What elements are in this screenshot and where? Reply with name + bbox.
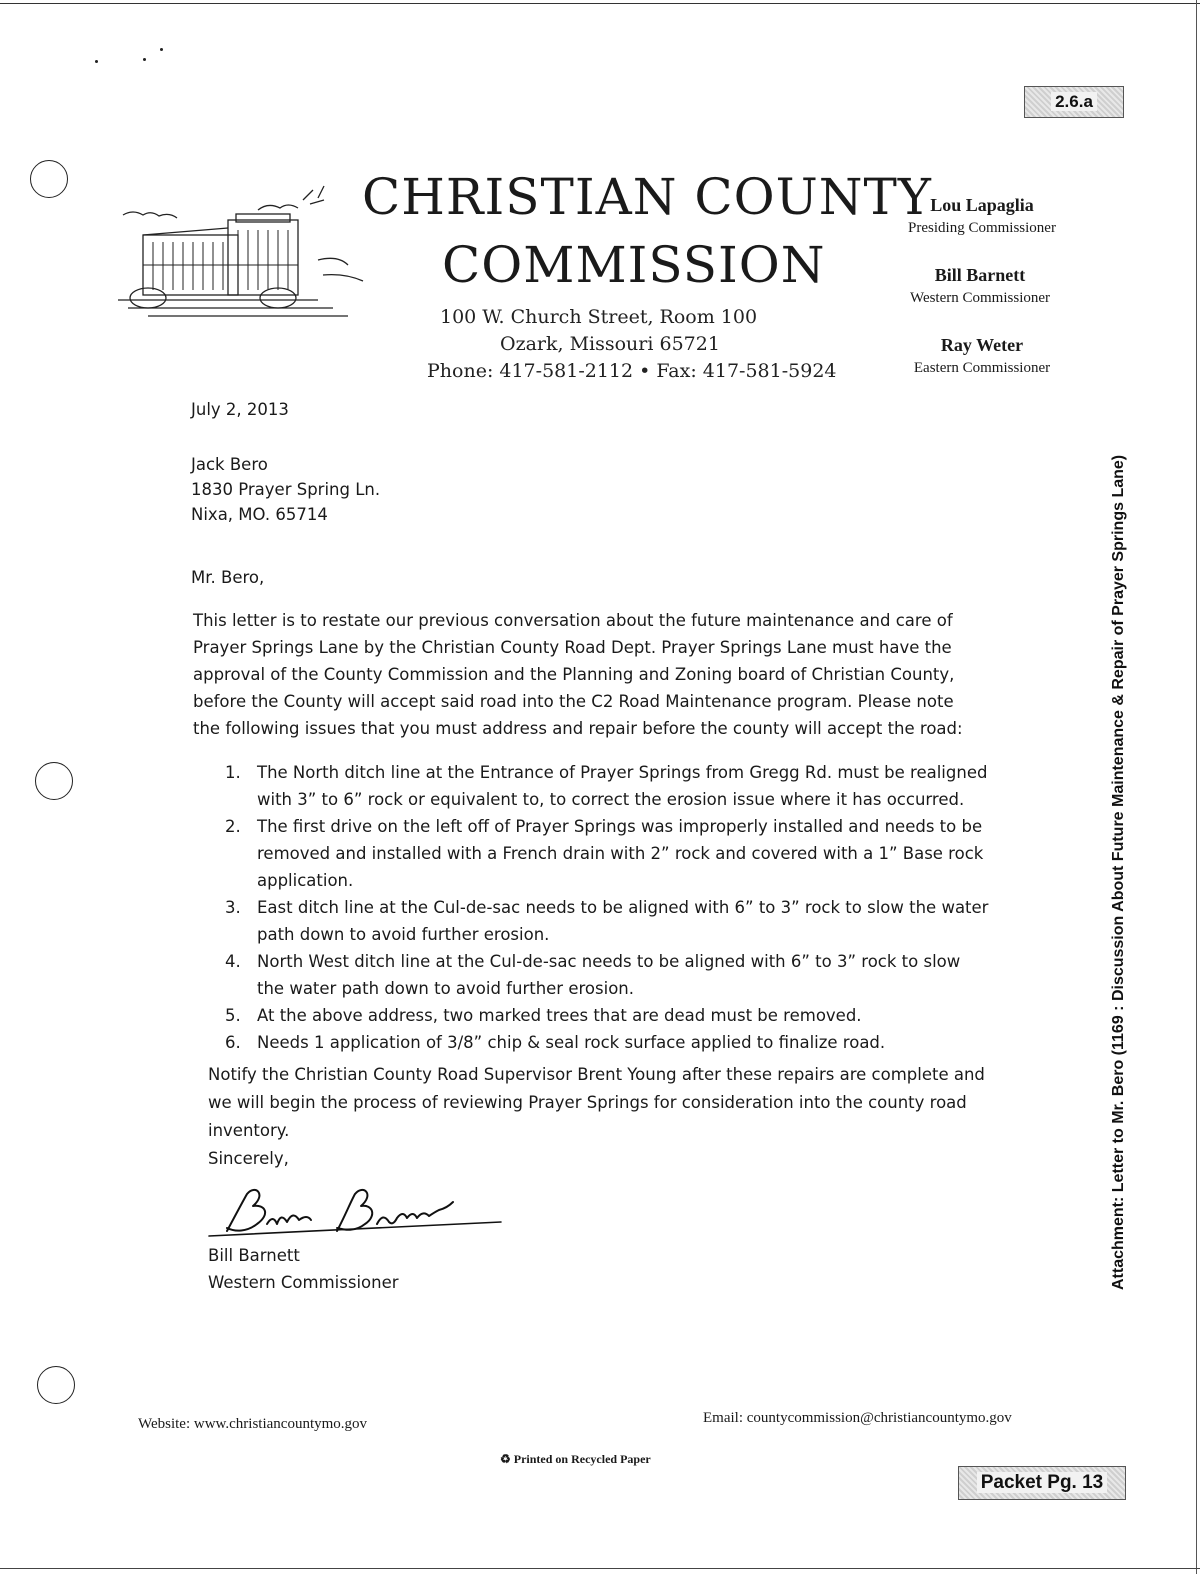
item-text: The first drive on the left off of Prayer Springs was improperly installed and needs to be [257, 817, 983, 836]
closing-line: we will begin the process of reviewing Prayer Springs for consideration into the county road [208, 1093, 967, 1112]
commissioner-name: Lou Lapaglia [930, 195, 1034, 215]
page-edge-top [0, 3, 1200, 4]
item-number: 1. [225, 763, 241, 782]
recipient-street: 1830 Prayer Spring Ln. [191, 480, 381, 499]
scan-speck [95, 60, 98, 63]
closing-line: inventory. [208, 1121, 290, 1140]
packet-page-stamp: Packet Pg. 13 [958, 1466, 1126, 1500]
letter-closing [208, 1061, 985, 1173]
item-number: 5. [225, 1006, 241, 1025]
body-line: before the County will accept said road into the C2 Road Maintenance program. Please note [193, 692, 954, 711]
office-phone-fax: Phone: 417-581-2112 • Fax: 417-581-5924 [427, 360, 837, 382]
closing-line: Notify the Christian County Road Supervisor Brent Young after these repairs are complete and [208, 1065, 985, 1084]
list-item [215, 813, 988, 894]
letter-body [193, 607, 963, 742]
office-street: 100 W. Church Street, Room 100 [440, 306, 758, 328]
item-number: 4. [225, 952, 241, 971]
letter-date: July 2, 2013 [191, 400, 289, 419]
list-item [215, 1002, 988, 1029]
organization-subtitle: COMMISSION [442, 236, 826, 294]
commissioner-role: Western Commissioner [909, 290, 1051, 306]
signer-name: Bill Barnett [208, 1246, 300, 1265]
page-edge-bottom [0, 1568, 1200, 1569]
footer-recycled-note [500, 1452, 651, 1467]
item-text: path down to avoid further erosion. [257, 925, 550, 944]
commissioner-block [880, 265, 1080, 307]
punch-hole [37, 1366, 75, 1404]
commissioner-name: Bill Barnett [934, 265, 1026, 285]
body-line: the following issues that you must address and repair before the county will accept the road: [193, 719, 963, 738]
body-line: Prayer Springs Lane by the Christian County Road Dept. Prayer Springs Lane must have the [193, 638, 952, 657]
recipient-name: Jack Bero [191, 455, 268, 474]
item-text: North West ditch line at the Cul-de-sac needs to be aligned with 6” to 3” rock to slow [257, 952, 961, 971]
punch-hole [35, 762, 73, 800]
closing-line: Sincerely, [208, 1149, 289, 1168]
item-text: the water path down to avoid further erosion. [257, 979, 634, 998]
commissioner-block [882, 195, 1082, 237]
item-text: The North ditch line at the Entrance of Prayer Springs from Gregg Rd. must be realigned [257, 763, 988, 782]
salutation: Mr. Bero, [191, 568, 265, 587]
list-item [215, 759, 988, 813]
item-text: Needs 1 application of 3/8” chip & seal rock surface applied to finalize road. [257, 1033, 886, 1052]
recycle-icon: ♻ [500, 1452, 511, 1466]
item-number: 3. [225, 898, 241, 917]
repair-issue-list [215, 759, 988, 1056]
handwritten-signature [205, 1186, 505, 1246]
recycled-text: Printed on Recycled Paper [513, 1452, 651, 1466]
item-text: application. [257, 871, 354, 890]
commissioner-name: Ray Weter [940, 335, 1024, 355]
list-item [215, 948, 988, 1002]
office-city: Ozark, Missouri 65721 [500, 333, 720, 355]
scan-speck [143, 58, 146, 61]
footer-email: Email: countycommission@christiancountymo.gov [703, 1410, 1012, 1426]
list-item [215, 1029, 988, 1056]
recipient-city: Nixa, MO. 65714 [191, 505, 328, 524]
commissioner-role: Presiding Commissioner [908, 220, 1056, 236]
signer-title: Western Commissioner [208, 1273, 399, 1292]
item-number: 2. [225, 817, 241, 836]
body-line: This letter is to restate our previous conversation about the future maintenance and care of [193, 611, 953, 630]
body-line: approval of the County Commission and the Planning and Zoning board of Christian County, [193, 665, 955, 684]
commissioner-role: Eastern Commissioner [913, 360, 1051, 376]
scan-speck [160, 48, 163, 51]
item-number: 6. [225, 1033, 241, 1052]
attachment-side-label: Attachment: Letter to Mr. Bero (1169 : Discussion About Future Maintenance & Repair of Prayer Springs Lane) [1110, 454, 1127, 1290]
commissioner-block [882, 335, 1082, 377]
item-text: removed and installed with a French drain with 2” rock and covered with a 1” Base rock [257, 844, 984, 863]
courthouse-logo-icon [118, 180, 368, 330]
signer-block [208, 1242, 399, 1296]
footer-website: Website: www.christiancountymo.gov [138, 1416, 368, 1432]
item-text: East ditch line at the Cul-de-sac needs to be aligned with 6” to 3” rock to slow the water [257, 898, 989, 917]
agenda-item-stamp: 2.6.a [1024, 86, 1124, 118]
organization-title: CHRISTIAN COUNTY [362, 168, 932, 226]
item-text: with 3” to 6” rock or equivalent to, to correct the erosion issue where it has occurred. [257, 790, 965, 809]
recipient-address [191, 452, 380, 527]
page-edge-right [1196, 0, 1197, 1574]
punch-hole [30, 160, 68, 198]
list-item [215, 894, 988, 948]
item-text: At the above address, two marked trees that are dead must be removed. [257, 1006, 862, 1025]
